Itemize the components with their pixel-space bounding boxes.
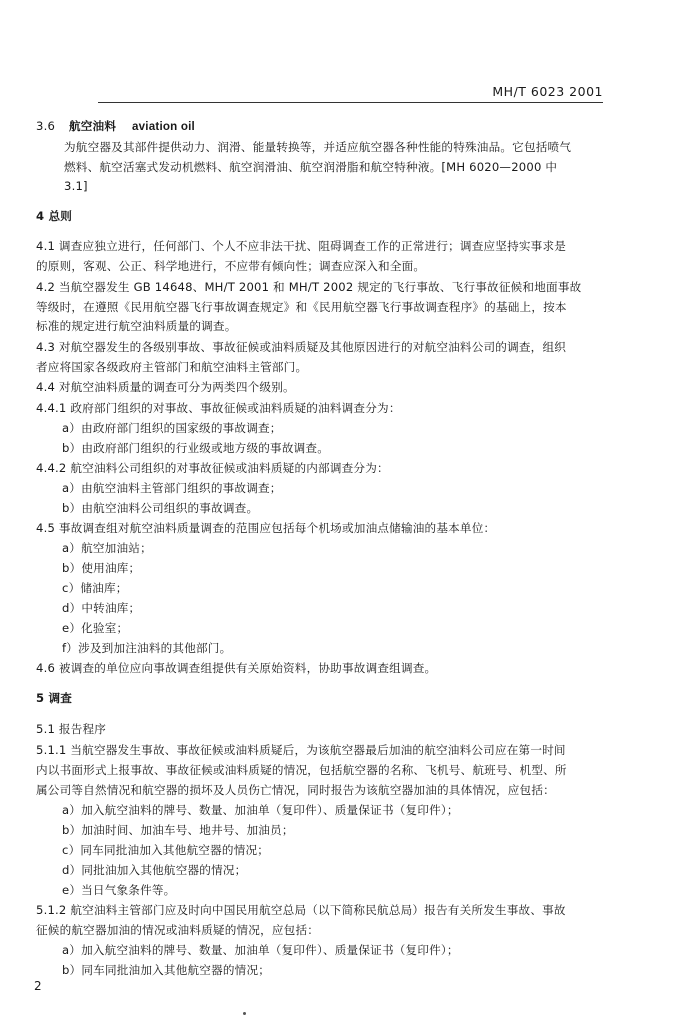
- page-number: 2: [34, 979, 42, 993]
- clause-5-1-1-item-e: e）当日气象条件等。: [62, 883, 176, 897]
- clause-4-4-2: 4.4.2 航空油料公司组织的对事故征候或油料质疑的内部调查分为：: [36, 461, 389, 475]
- clause-4-5-item-a: a）航空加油站；: [62, 541, 152, 555]
- clause-4-4: 4.4 对航空油料质量的调查可分为两类四个级别。: [36, 380, 295, 394]
- clause-5-1-2-line-1: 5.1.2 航空油料主管部门应及时向中国民用航空总局（以下简称民航总局）报告有关所发生事故、事故: [36, 903, 566, 917]
- section-5-heading: 5 调查: [36, 691, 73, 705]
- clause-5-1-1-item-b: b）加油时间、加油车号、地井号、加油员；: [62, 823, 294, 837]
- term-number: 3.6: [36, 119, 56, 133]
- term-en: aviation oil: [132, 120, 195, 133]
- term-cn: 航空油料: [68, 119, 117, 133]
- clause-5-1-1-line-2: 内以书面形式上报事故、事故征候或油料质疑的情况，包括航空器的名称、飞机号、航班号、机型、所: [36, 763, 567, 777]
- clause-4-5-item-b: b）使用油库；: [62, 561, 141, 575]
- term-definition-line-3: 3.1]: [64, 179, 88, 193]
- clause-4-1-line-2: 的原则，客观、公正、科学地进行，不应带有倾向性；调查应深入和全面。: [36, 259, 426, 273]
- clause-4-5-item-e: e）化验室；: [62, 621, 129, 635]
- clause-5-1-2-item-b: b）同车同批油加入其他航空器的情况；: [62, 963, 271, 977]
- clause-4-5-item-c: c）储油库；: [62, 581, 128, 595]
- clause-4-5: 4.5 事故调查组对航空油料质量调查的范围应包括每个机场或加油点储输油的基本单位：: [36, 521, 496, 535]
- clause-4-1-line-1: 4.1 调查应独立进行，任何部门、个人不应非法干扰、阻碍调查工作的正常进行；调查应坚持实事求是: [36, 239, 567, 253]
- clause-4-4-1-item-a: a）由政府部门组织的国家级的事故调查；: [62, 421, 282, 435]
- clause-4-4-1: 4.4.1 政府部门组织的对事故、事故征候或油料质疑的油料调查分为：: [36, 401, 401, 415]
- clause-4-2-line-1: 4.2 当航空器发生 GB 14648、MH/T 2001 和 MH/T 2002 规定的飞行事故、飞行事故征候和地面事故: [36, 280, 582, 294]
- scan-speck: [243, 1012, 246, 1015]
- term-definition-line-2: 燃料、航空活塞式发动机燃料、航空润滑油、航空润滑脂和航空特种液。[MH 6020—2000 中: [64, 160, 558, 174]
- clause-5-1-1-line-3: 属公司等自然情况和航空器的损坏及人员伤亡情况，同时报告为该航空器加油的具体情况，应包括：: [36, 783, 555, 797]
- section-4-heading: 4 总则: [36, 209, 73, 223]
- clause-4-5-item-f: f）涉及到加注油料的其他部门。: [62, 641, 232, 655]
- clause-5-1: 5.1 报告程序: [36, 722, 107, 736]
- clause-4-4-2-item-a: a）由航空油料主管部门组织的事故调查；: [62, 481, 282, 495]
- clause-4-3-line-2: 者应将国家各级政府主管部门和航空油料主管部门。: [36, 360, 308, 374]
- clause-4-6: 4.6 被调查的单位应向事故调查组提供有关原始资料，协助事故调查组调查。: [36, 661, 437, 675]
- term-definition-line-1: 为航空器及其部件提供动力、润滑、能量转换等，并适应航空器各种性能的特殊油品。它包括喷气: [64, 140, 572, 154]
- clause-5-1-2-item-a: a）加入航空油料的牌号、数量、加油单（复印件）、质量保证书（复印件）；: [62, 943, 459, 957]
- clause-4-3-line-1: 4.3 对航空器发生的各级别事故、事故征候或油料质疑及其他原因进行的对航空油料公司的调查，组织: [36, 340, 567, 354]
- header-rule: [98, 102, 603, 103]
- clause-4-2-line-2: 等级时，在遵照《民用航空器飞行事故调查规定》和《民用航空器飞行事故调查程序》的基础上，按本: [36, 300, 567, 314]
- clause-5-1-1-item-d: d）同批油加入其他航空器的情况；: [62, 863, 247, 877]
- clause-4-4-2-item-b: b）由航空油料公司组织的事故调查。: [62, 501, 259, 515]
- clause-5-1-1-line-1: 5.1.1 当航空器发生事故、事故征候或油料质疑后，为该航空器最后加油的航空油料公司应在第一时间: [36, 743, 566, 757]
- clause-4-2-line-3: 标准的规定进行航空油料质量的调查。: [36, 319, 237, 333]
- term-3-6-heading: [36, 118, 195, 135]
- clause-5-1-1-item-c: c）同车同批油加入其他航空器的情况；: [62, 843, 270, 857]
- clause-4-5-item-d: d）中转油库；: [62, 601, 141, 615]
- standard-code-header: MH/T 6023 2001: [492, 84, 603, 99]
- clause-4-4-1-item-b: b）由政府部门组织的行业级或地方级的事故调查。: [62, 441, 330, 455]
- clause-5-1-2-line-2: 征候的航空器加油的情况或油料质疑的情况，应包括：: [36, 923, 320, 937]
- clause-5-1-1-item-a: a）加入航空油料的牌号、数量、加油单（复印件）、质量保证书（复印件）；: [62, 803, 459, 817]
